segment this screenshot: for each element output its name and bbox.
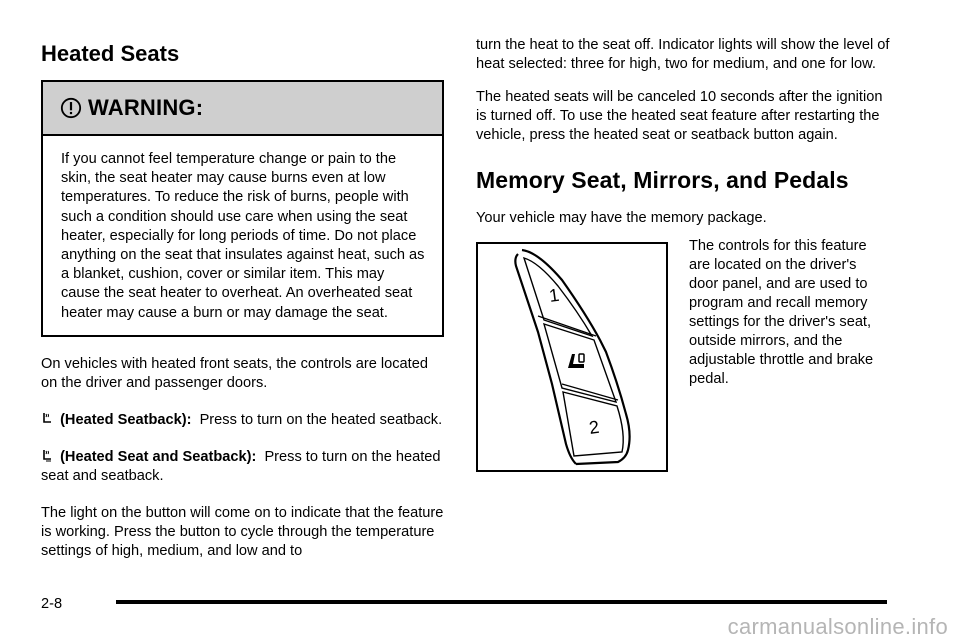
left-column — [41, 40, 444, 561]
memory-figure-area — [476, 238, 896, 482]
button-light-text-start: The light on the button will come on to indicate that the feature is working. Press the button to cycle through the temperature settings of high, medium, and low and to — [41, 504, 444, 559]
page-number: 2-8 — [41, 596, 63, 612]
memory-button-1-label: 1 — [547, 284, 561, 306]
heated-seat-and-seatback-icon — [41, 449, 53, 463]
memory-intro: Your vehicle may have the memory package. — [476, 210, 767, 226]
warning-icon — [60, 97, 82, 119]
watermark: carmanualsonline.info — [727, 614, 948, 639]
seat-position-icon — [568, 354, 584, 368]
seat-seatback-label: (Heated Seat and Seatback): — [60, 448, 257, 465]
memory-button-2-label: 2 — [587, 416, 601, 438]
seatback-label: (Heated Seatback): — [60, 411, 192, 428]
warning-box — [41, 80, 444, 337]
controls-location-text: On vehicles with heated front seats, the controls are located on the driver and passenger doors. — [41, 355, 428, 391]
right-column — [476, 37, 896, 482]
seatback-description — [41, 411, 444, 430]
warning-header — [43, 82, 442, 136]
seat-seatback-text: Press to turn on the heated seat and seatback. — [41, 448, 441, 484]
heated-seats-heading: Heated Seats — [41, 41, 180, 66]
memory-heading: Memory Seat, Mirrors, and Pedals — [476, 167, 849, 193]
memory-figure-description: The controls for this feature are located on the driver's door panel, and are used to program and recall memory settings for the driver's seat, outside mirrors, and the adjustable throttle and brake pedal. — [689, 238, 874, 387]
heated-seatback-icon — [41, 412, 53, 426]
memory-controls-illustration — [476, 242, 668, 472]
footer-rule — [116, 600, 887, 604]
seats-cancel-text: The heated seats will be canceled 10 seconds after the ignition is turned off. To use the heated seat feature after restarting the vehicle, press the heated seat or seatback button again. — [476, 89, 883, 143]
door-panel-drawing — [478, 244, 666, 470]
warning-text: If you cannot feel temperature change or pain to the skin, the seat heater may cause burns even at low temperatures. To reduce the risk of burns, people with such a condition should use care when using the seat heater, especially for long periods of time. Do not place anything on the seat that insulates against heat, such as a blanket, cushion, cover or similar item. This may cause the seat heater to overheat. An overheated seat heater may cause a burn or may damage the seat. — [61, 151, 425, 321]
button-light-text-cont: turn the heat to the seat off. Indicator lights will show the level of heat selected: three for high, two for medium, and one for low. — [476, 37, 890, 72]
seatback-text: Press to turn on the heated seatback. — [199, 411, 443, 428]
warning-title: WARNING: — [88, 95, 204, 120]
seat-seatback-description — [41, 448, 444, 486]
